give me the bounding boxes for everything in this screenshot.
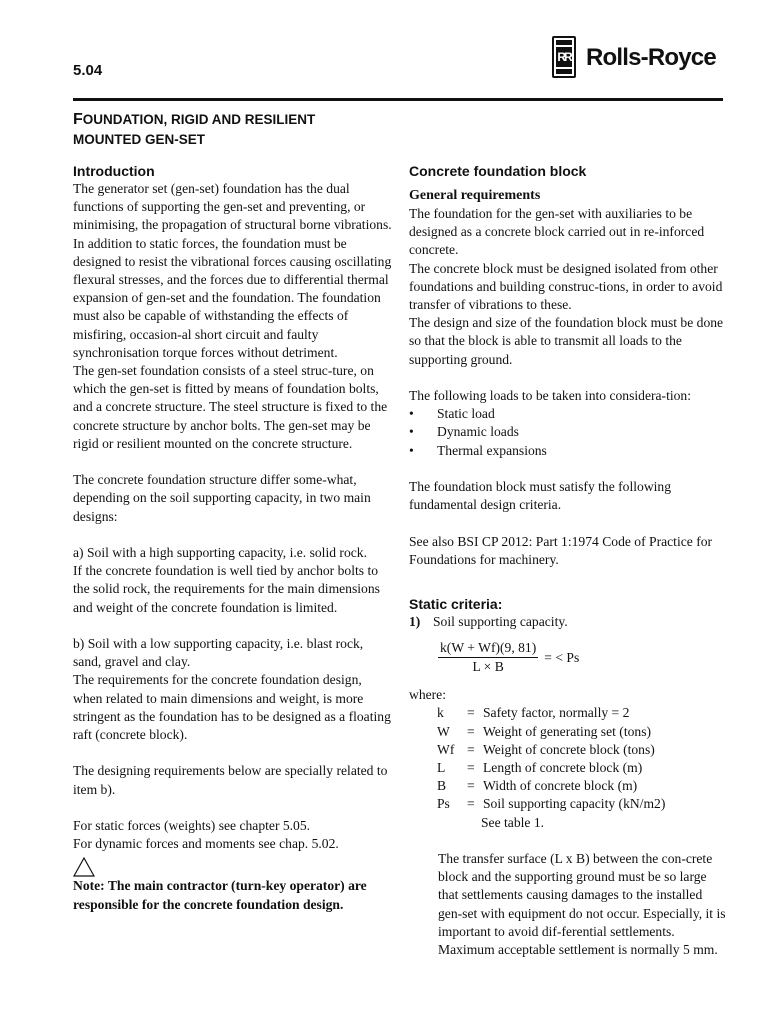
intro-paragraph-2: In addition to static forces, the foundation must be designed to resist the vibrational forces causing oscillating flexural stresses, and the forces due to differential thermal expansion of gen-set and the foundation. The foundation must also be capable of withstanding the effects of misfiring, occasion-al short circuit and faulty synchronisation torque forces without detriment. — [73, 235, 392, 360]
table-row — [437, 759, 665, 777]
formula-relation: = < Ps — [544, 649, 580, 665]
list-item: • Dynamic loads — [409, 423, 727, 441]
def-equals: = — [467, 705, 475, 721]
left-column — [73, 110, 393, 914]
def-equals: = — [467, 778, 475, 794]
bsi-reference: See also BSI CP 2012: Part 1:1974 Code of Practice for Foundations for machinery. — [409, 533, 713, 567]
requirements-paragraph-3: The design and size of the foundation block must be done so that the block is able to transmit all loads to the supporting ground. — [409, 315, 724, 367]
intro-paragraph-3: The gen-set foundation consists of a steel struc-ture, on which the gen-set is fitted by means of foundation bolts, and a concrete structure. The steel structure is fixed to the concrete structure by anchor bolts. The gen-set may be rigid or resilient mounted on the concrete structure. — [73, 363, 388, 451]
design-criteria-paragraph: The foundation block must satisfy the following fundamental design criteria. — [409, 479, 672, 513]
designs-paragraph: The concrete foundation structure differ some-what, depending on the soil supporting capacity, in two main designs: — [73, 472, 371, 524]
design-b-text: The requirements for the concrete foundation design, when related to main dimensions and weight, is more stringent as the foundation has to be designed as a floating raft (concrete block). — [73, 672, 391, 743]
general-requirements-heading: General requirements — [409, 188, 541, 203]
section-title — [73, 110, 393, 150]
table-row — [437, 723, 665, 741]
table-row — [437, 741, 665, 759]
title-line-1: FOUNDATION, RIGID AND RESILIENT — [73, 111, 316, 128]
static-criteria-heading: Static criteria: — [409, 596, 503, 613]
title-line-2: MOUNTED GEN-SET — [73, 132, 206, 147]
symbol-definitions — [437, 704, 665, 813]
criterion-text: Soil supporting capacity. — [433, 614, 568, 630]
warning-triangle-icon — [73, 857, 95, 877]
dynamic-forces-ref: For dynamic forces and moments see chap. 5.02. — [73, 836, 339, 852]
def-symbol: Ps — [437, 796, 450, 812]
header-rule — [73, 98, 723, 101]
soil-capacity-formula — [438, 639, 727, 676]
def-equals: = — [467, 760, 475, 776]
see-table-ref: See table 1. — [481, 814, 545, 830]
loads-intro: The following loads to be taken into considera-tion: — [409, 388, 692, 404]
formula-fraction — [438, 639, 538, 676]
requirements-paragraph-2: The concrete block must be designed isolated from other foundations and building construc-tions, in order to avoid transfer of vibrations to these. — [409, 260, 723, 313]
table-row — [437, 795, 665, 813]
design-requirements-paragraph: The designing requirements below are specially related to item b). — [73, 763, 388, 797]
design-a-title: a) Soil with a high supporting capacity, i.e. solid rock. — [73, 545, 367, 561]
table-row — [437, 777, 665, 795]
def-equals: = — [467, 741, 475, 757]
def-symbol: Wf — [437, 741, 455, 757]
intro-paragraph-1: The generator set (gen-set) foundation has the dual functions of supporting the gen-set and preventing, or minimising, the propagation of structural borne vibrations. — [73, 181, 392, 233]
transfer-surface-paragraph: The transfer surface (L x B) between the con-crete block and the supporting ground must be so large that settlements causing damages to the installed gen-set with equipment do not occur. Especially, it is important to avoid dif-ferential settlements. Maximum acceptable settlement is normally 5 mm. — [438, 851, 726, 958]
formula-denominator: L × B — [472, 659, 504, 675]
def-symbol: k — [437, 705, 444, 721]
formula-numerator: k(W + Wf)(9, 81) — [438, 639, 538, 658]
requirements-paragraph-1: The foundation for the gen-set with auxiliaries to be designed as a concrete block carried out in re-inforced concrete. — [409, 206, 705, 258]
def-description: Width of concrete block (m) — [483, 778, 638, 794]
list-item: • Thermal expansions — [409, 442, 727, 460]
def-symbol: B — [437, 778, 447, 794]
brand-name: Rolls-Royce — [586, 44, 716, 71]
def-equals: = — [467, 796, 475, 812]
contractor-note: Note: The main contractor (turn-key operator) are responsible for the concrete foundation design. — [73, 878, 367, 912]
def-description: Safety factor, normally = 2 — [483, 705, 630, 721]
page-number: 5.04 — [73, 62, 103, 79]
where-label: where: — [409, 687, 446, 703]
rr-badge-icon: RR — [552, 36, 576, 78]
criterion-1 — [409, 613, 727, 631]
design-b-title: b) Soil with a low supporting capacity, i.e. blast rock, sand, gravel and clay. — [73, 636, 364, 670]
loads-list — [409, 405, 727, 460]
right-column — [409, 110, 727, 959]
def-equals: = — [467, 723, 475, 739]
def-description: Soil supporting capacity (kN/m2) — [483, 796, 666, 812]
def-description: Weight of concrete block (tons) — [483, 741, 655, 757]
static-forces-ref: For static forces (weights) see chapter 5.05. — [73, 818, 311, 834]
criterion-number: 1) — [409, 614, 421, 630]
concrete-block-heading: Concrete foundation block — [409, 163, 587, 179]
def-description: Weight of generating set (tons) — [483, 723, 652, 739]
def-symbol: L — [437, 760, 446, 776]
intro-heading: Introduction — [73, 163, 155, 179]
table-row — [437, 704, 665, 722]
list-item: • Static load — [409, 405, 727, 423]
design-a-text: If the concrete foundation is well tied by anchor bolts to the solid rock, the requirements for the main dimensions and weight of the concrete foundation is limited. — [73, 563, 380, 615]
rolls-royce-logo — [552, 36, 722, 80]
def-description: Length of concrete block (m) — [483, 760, 643, 776]
def-symbol: W — [437, 723, 450, 739]
